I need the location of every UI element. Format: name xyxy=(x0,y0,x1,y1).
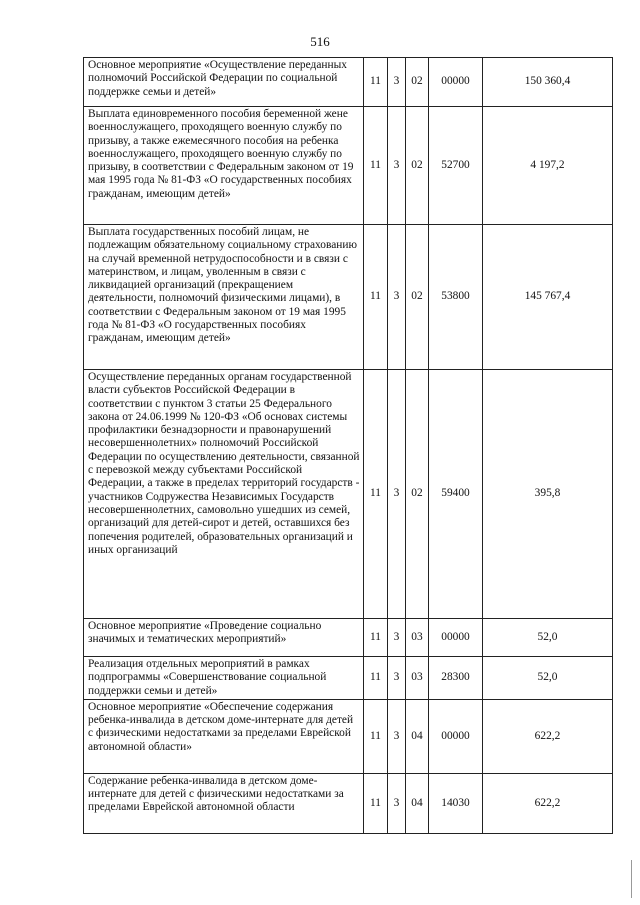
scan-edge-mark xyxy=(631,860,632,898)
section-code-cell: 11 xyxy=(364,107,388,225)
amount-cell: 52,0 xyxy=(483,619,613,657)
program-code-cell: 02 xyxy=(406,225,429,370)
amount-cell: 395,8 xyxy=(483,370,613,619)
program-code-cell: 03 xyxy=(406,657,429,700)
target-code-cell: 28300 xyxy=(429,657,483,700)
program-code-cell: 04 xyxy=(406,773,429,833)
program-code-cell: 02 xyxy=(406,370,429,619)
row-name-cell: Выплата государственных пособий лицам, не подлежащим обязательному социальному страхованию на случай временной нетрудоспособности и в связи с материнством, и лицам, уволенным в связи с ликвидацией организаций (прекращением деятельности, полномочий физическими лицами), в соответствии с Федеральным законом от 19 мая 1995 года № 81-ФЗ «О государственных пособиях гражданам, имеющим детей» xyxy=(84,225,364,370)
subsection-code-cell: 3 xyxy=(388,619,406,657)
subsection-code-cell: 3 xyxy=(388,699,406,773)
row-name-cell: Реализация отдельных мероприятий в рамках подпрограммы «Совершенствование социальной поддержки семьи и детей» xyxy=(84,657,364,700)
table-row xyxy=(84,773,613,833)
subsection-code-cell: 3 xyxy=(388,773,406,833)
subsection-code-cell: 3 xyxy=(388,225,406,370)
subsection-code-cell: 3 xyxy=(388,370,406,619)
target-code-cell: 14030 xyxy=(429,773,483,833)
amount-cell: 145 767,4 xyxy=(483,225,613,370)
table-row xyxy=(84,699,613,773)
section-code-cell: 11 xyxy=(364,619,388,657)
amount-cell: 622,2 xyxy=(483,773,613,833)
amount-cell: 622,2 xyxy=(483,699,613,773)
section-code-cell: 11 xyxy=(364,657,388,700)
amount-cell: 4 197,2 xyxy=(483,107,613,225)
table-row xyxy=(84,370,613,619)
section-code-cell: 11 xyxy=(364,699,388,773)
row-name-cell: Основное мероприятие «Проведение социально значимых и тематических мероприятий» xyxy=(84,619,364,657)
row-name-cell: Осуществление переданных органам государственной власти субъектов Российской Федерации в соответствии с пунктом 3 статьи 25 Федерального закона от 24.06.1999 № 120-ФЗ «Об основах системы профилактики безнадзорности и правонарушений несовершеннолетних» полномочий Российской Федерации по осуществлению деятельности, связанной с перевозкой между субъектами Российской Федерации, а также в пределах территорий государств - участников Содружества Независимых Государств несовершеннолетних, самовольно ушедших из семей, организаций для детей-сирот и детей, оставшихся без попечения родителей, образовательных организаций и иных организаций xyxy=(84,370,364,619)
row-name-cell: Основное мероприятие «Осуществление переданных полномочий Российской Федерации по социальной поддержке семьи и детей» xyxy=(84,58,364,107)
subsection-code-cell: 3 xyxy=(388,657,406,700)
section-code-cell: 11 xyxy=(364,225,388,370)
program-code-cell: 02 xyxy=(406,107,429,225)
section-code-cell: 11 xyxy=(364,773,388,833)
page-number: 516 xyxy=(310,34,330,49)
target-code-cell: 53800 xyxy=(429,225,483,370)
target-code-cell: 59400 xyxy=(429,370,483,619)
table-row xyxy=(84,619,613,657)
subsection-code-cell: 3 xyxy=(388,58,406,107)
budget-table xyxy=(83,57,613,834)
row-name-cell: Выплата единовременного пособия беременной жене военнослужащего, проходящего военную службу по призыву, а также ежемесячного пособия на ребенка военнослужащего, проходящего военную службу по призыву, в соответствии с Федеральным законом от 19 мая 1995 года № 81-ФЗ «О государственных пособиях гражданам, имеющим детей» xyxy=(84,107,364,225)
target-code-cell: 00000 xyxy=(429,58,483,107)
program-code-cell: 02 xyxy=(406,58,429,107)
amount-cell: 52,0 xyxy=(483,657,613,700)
target-code-cell: 00000 xyxy=(429,619,483,657)
subsection-code-cell: 3 xyxy=(388,107,406,225)
row-name-cell: Основное мероприятие «Обеспечение содержания ребенка-инвалида в детском доме-интернате для детей с физическими недостатками за пределами Еврейской автономной области» xyxy=(84,699,364,773)
table-row xyxy=(84,225,613,370)
table-row xyxy=(84,58,613,107)
table-row xyxy=(84,107,613,225)
target-code-cell: 52700 xyxy=(429,107,483,225)
program-code-cell: 04 xyxy=(406,699,429,773)
program-code-cell: 03 xyxy=(406,619,429,657)
target-code-cell: 00000 xyxy=(429,699,483,773)
section-code-cell: 11 xyxy=(364,58,388,107)
section-code-cell: 11 xyxy=(364,370,388,619)
row-name-cell: Содержание ребенка-инвалида в детском доме-интернате для детей с физическими недостатками за пределами Еврейской автономной области xyxy=(84,773,364,833)
table-row xyxy=(84,657,613,700)
amount-cell: 150 360,4 xyxy=(483,58,613,107)
